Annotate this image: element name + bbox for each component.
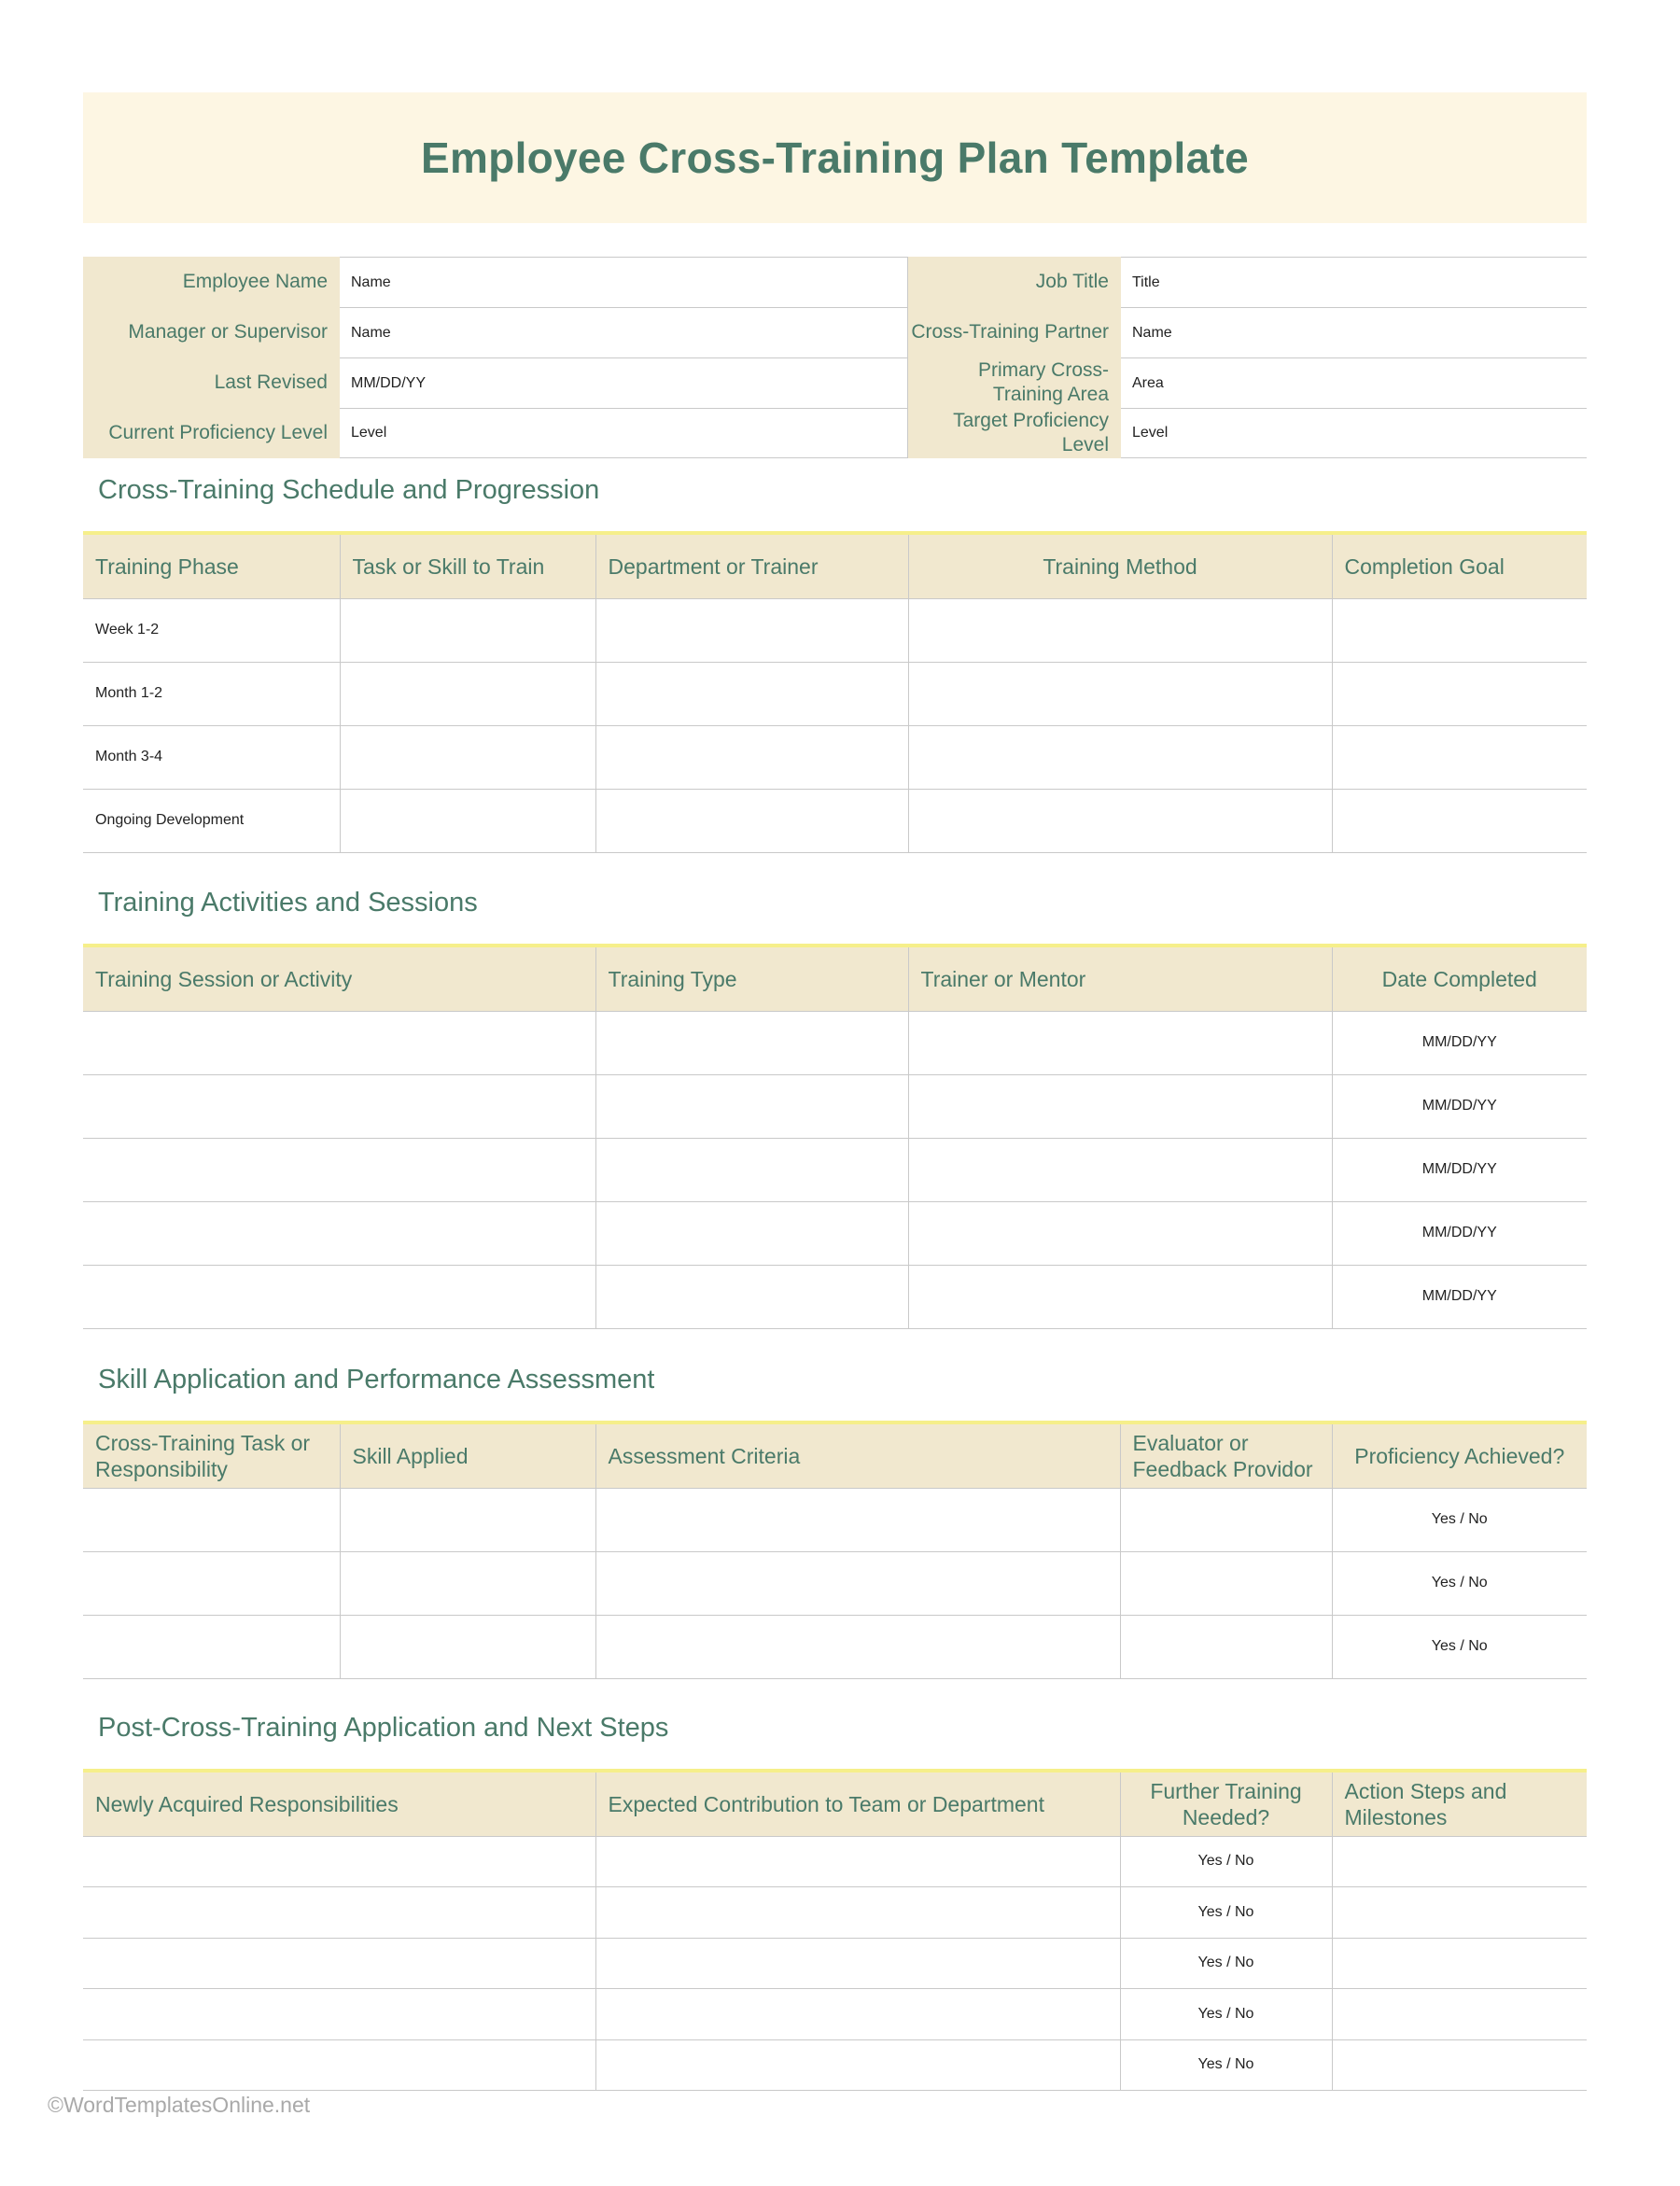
table-cell[interactable] bbox=[908, 1074, 1332, 1138]
table-cell[interactable] bbox=[83, 1887, 595, 1939]
table-cell[interactable] bbox=[595, 2039, 1120, 2091]
table-cell[interactable] bbox=[83, 1265, 595, 1328]
info-label: Job Title bbox=[908, 257, 1121, 307]
table-cell[interactable] bbox=[908, 1201, 1332, 1265]
schedule-section-title: Cross-Training Schedule and Progression bbox=[98, 475, 600, 505]
table-cell[interactable] bbox=[340, 662, 595, 725]
table-cell[interactable] bbox=[83, 1011, 595, 1074]
activities-table bbox=[83, 944, 1587, 1329]
table-cell[interactable] bbox=[1120, 1488, 1332, 1551]
table-cell[interactable] bbox=[340, 598, 595, 662]
table-cell[interactable] bbox=[83, 1989, 595, 2040]
table-cell[interactable] bbox=[1120, 1615, 1332, 1678]
table-cell[interactable] bbox=[595, 725, 908, 789]
table-cell[interactable] bbox=[1332, 662, 1587, 725]
table-cell[interactable] bbox=[908, 598, 1332, 662]
table-cell[interactable]: MM/DD/YY bbox=[1332, 1201, 1587, 1265]
table-cell[interactable]: Yes / No bbox=[1332, 1551, 1587, 1615]
table-row bbox=[83, 1615, 1587, 1678]
table-cell[interactable]: Ongoing Development bbox=[83, 789, 340, 852]
table-cell[interactable] bbox=[595, 1011, 908, 1074]
table-cell[interactable] bbox=[1332, 598, 1587, 662]
table-cell[interactable] bbox=[908, 662, 1332, 725]
title-banner bbox=[83, 92, 1587, 223]
table-cell[interactable] bbox=[908, 1011, 1332, 1074]
table-header-row bbox=[83, 946, 1587, 1011]
table-cell[interactable] bbox=[340, 1488, 595, 1551]
table-cell[interactable] bbox=[908, 1265, 1332, 1328]
activities-section-title: Training Activities and Sessions bbox=[98, 888, 478, 918]
info-row bbox=[83, 257, 1587, 307]
table-row bbox=[83, 1551, 1587, 1615]
info-value-field[interactable]: Name bbox=[340, 257, 908, 307]
table-cell[interactable] bbox=[595, 1836, 1120, 1887]
schedule-table bbox=[83, 531, 1587, 853]
table-cell[interactable] bbox=[595, 1551, 1120, 1615]
table-cell[interactable] bbox=[595, 1989, 1120, 2040]
table-row bbox=[83, 1265, 1587, 1328]
table-cell[interactable] bbox=[595, 1201, 908, 1265]
table-cell[interactable] bbox=[595, 1615, 1120, 1678]
column-header: Date Completed bbox=[1332, 946, 1587, 1011]
table-cell[interactable] bbox=[340, 725, 595, 789]
table-cell[interactable]: Month 1-2 bbox=[83, 662, 340, 725]
table-cell[interactable]: Yes / No bbox=[1120, 1989, 1332, 2040]
info-value-field[interactable]: MM/DD/YY bbox=[340, 357, 908, 408]
table-cell[interactable]: MM/DD/YY bbox=[1332, 1074, 1587, 1138]
table-cell[interactable] bbox=[1332, 1989, 1587, 2040]
info-value-field[interactable]: Level bbox=[1121, 408, 1587, 458]
table-cell[interactable] bbox=[83, 1615, 340, 1678]
table-cell[interactable] bbox=[83, 1836, 595, 1887]
table-cell[interactable] bbox=[595, 662, 908, 725]
table-cell[interactable]: MM/DD/YY bbox=[1332, 1265, 1587, 1328]
info-label: Last Revised bbox=[83, 357, 340, 408]
info-value-field[interactable]: Area bbox=[1121, 357, 1587, 408]
info-label: Current Proficiency Level bbox=[83, 408, 340, 458]
table-cell[interactable]: Week 1-2 bbox=[83, 598, 340, 662]
column-header: Proficiency Achieved? bbox=[1332, 1422, 1587, 1488]
table-header-row bbox=[83, 1771, 1587, 1836]
table-cell[interactable] bbox=[83, 2039, 595, 2091]
info-value-field[interactable]: Title bbox=[1121, 257, 1587, 307]
column-header: Training Phase bbox=[83, 533, 340, 598]
assessment-section-title: Skill Application and Performance Assessment bbox=[98, 1365, 655, 1394]
table-row bbox=[83, 662, 1587, 725]
info-row bbox=[83, 307, 1587, 357]
table-cell[interactable]: MM/DD/YY bbox=[1332, 1011, 1587, 1074]
table-cell[interactable] bbox=[595, 598, 908, 662]
assessment-table bbox=[83, 1421, 1587, 1679]
column-header: Trainer or Mentor bbox=[908, 946, 1332, 1011]
table-cell[interactable] bbox=[595, 789, 908, 852]
table-cell[interactable] bbox=[83, 1138, 595, 1201]
table-cell[interactable] bbox=[340, 789, 595, 852]
column-header: Further Training Needed? bbox=[1120, 1771, 1332, 1836]
table-row bbox=[83, 1138, 1587, 1201]
table-row bbox=[83, 725, 1587, 789]
table-cell[interactable] bbox=[83, 1488, 340, 1551]
table-row bbox=[83, 1836, 1587, 1887]
table-cell[interactable] bbox=[340, 1615, 595, 1678]
post-training-table bbox=[83, 1769, 1587, 2091]
table-cell[interactable] bbox=[1332, 725, 1587, 789]
table-cell[interactable]: Month 3-4 bbox=[83, 725, 340, 789]
table-row bbox=[83, 1201, 1587, 1265]
post-section-title: Post-Cross-Training Application and Next Steps bbox=[98, 1713, 669, 1743]
table-cell[interactable] bbox=[83, 1551, 340, 1615]
copyright-footer: ©WordTemplatesOnline.net bbox=[48, 2093, 311, 2117]
table-row bbox=[83, 789, 1587, 852]
table-row bbox=[83, 1887, 1587, 1939]
table-cell[interactable] bbox=[83, 1938, 595, 1989]
info-row bbox=[83, 357, 1587, 408]
table-cell[interactable] bbox=[340, 1551, 595, 1615]
table-cell[interactable] bbox=[595, 1938, 1120, 1989]
table-cell[interactable] bbox=[908, 725, 1332, 789]
table-cell[interactable] bbox=[595, 1074, 908, 1138]
table-row bbox=[83, 1011, 1587, 1074]
column-header: Training Session or Activity bbox=[83, 946, 595, 1011]
table-cell[interactable]: Yes / No bbox=[1120, 1938, 1332, 1989]
column-header: Training Type bbox=[595, 946, 908, 1011]
column-header: Training Method bbox=[908, 533, 1332, 598]
table-cell[interactable] bbox=[1332, 789, 1587, 852]
info-label: Target Proficiency Level bbox=[908, 408, 1121, 458]
table-cell[interactable]: Yes / No bbox=[1332, 1488, 1587, 1551]
table-row bbox=[83, 598, 1587, 662]
page-title: Employee Cross-Training Plan Template bbox=[420, 133, 1250, 182]
table-row bbox=[83, 2039, 1587, 2091]
column-header: Cross-Training Task or Responsibility bbox=[83, 1422, 340, 1488]
info-value-field[interactable]: Level bbox=[340, 408, 908, 458]
table-row bbox=[83, 1488, 1587, 1551]
column-header: Expected Contribution to Team or Department bbox=[595, 1771, 1120, 1836]
table-cell[interactable] bbox=[1332, 1938, 1587, 1989]
table-row bbox=[83, 1074, 1587, 1138]
info-label: Manager or Supervisor bbox=[83, 307, 340, 357]
table-cell[interactable]: Yes / No bbox=[1120, 1887, 1332, 1939]
table-cell[interactable] bbox=[595, 1138, 908, 1201]
table-header-row bbox=[83, 1422, 1587, 1488]
table-cell[interactable]: Yes / No bbox=[1120, 2039, 1332, 2091]
table-cell[interactable] bbox=[1332, 2039, 1587, 2091]
column-header: Task or Skill to Train bbox=[340, 533, 595, 598]
info-label: Primary Cross-Training Area bbox=[908, 357, 1121, 408]
table-cell[interactable] bbox=[908, 789, 1332, 852]
table-header-row bbox=[83, 533, 1587, 598]
table-cell[interactable] bbox=[595, 1887, 1120, 1939]
column-header: Evaluator or Feedback Providor bbox=[1120, 1422, 1332, 1488]
table-row bbox=[83, 1989, 1587, 2040]
table-cell[interactable]: MM/DD/YY bbox=[1332, 1138, 1587, 1201]
column-header: Assessment Criteria bbox=[595, 1422, 1120, 1488]
info-row bbox=[83, 408, 1587, 458]
table-cell[interactable] bbox=[83, 1201, 595, 1265]
column-header: Completion Goal bbox=[1332, 533, 1587, 598]
table-cell[interactable] bbox=[595, 1265, 908, 1328]
info-label: Cross-Training Partner bbox=[908, 307, 1121, 357]
table-cell[interactable] bbox=[908, 1138, 1332, 1201]
table-cell[interactable] bbox=[595, 1488, 1120, 1551]
table-cell[interactable] bbox=[1120, 1551, 1332, 1615]
column-header: Newly Acquired Responsibilities bbox=[83, 1771, 595, 1836]
column-header: Department or Trainer bbox=[595, 533, 908, 598]
table-cell[interactable]: Yes / No bbox=[1120, 1836, 1332, 1887]
info-value-field[interactable]: Name bbox=[340, 307, 908, 357]
table-cell[interactable] bbox=[1332, 1887, 1587, 1939]
column-header: Action Steps and Milestones bbox=[1332, 1771, 1587, 1836]
employee-info-grid bbox=[83, 257, 1587, 458]
info-label: Employee Name bbox=[83, 257, 340, 307]
table-cell[interactable]: Yes / No bbox=[1332, 1615, 1587, 1678]
table-cell[interactable] bbox=[83, 1074, 595, 1138]
column-header: Skill Applied bbox=[340, 1422, 595, 1488]
info-value-field[interactable]: Name bbox=[1121, 307, 1587, 357]
table-cell[interactable] bbox=[1332, 1836, 1587, 1887]
table-row bbox=[83, 1938, 1587, 1989]
